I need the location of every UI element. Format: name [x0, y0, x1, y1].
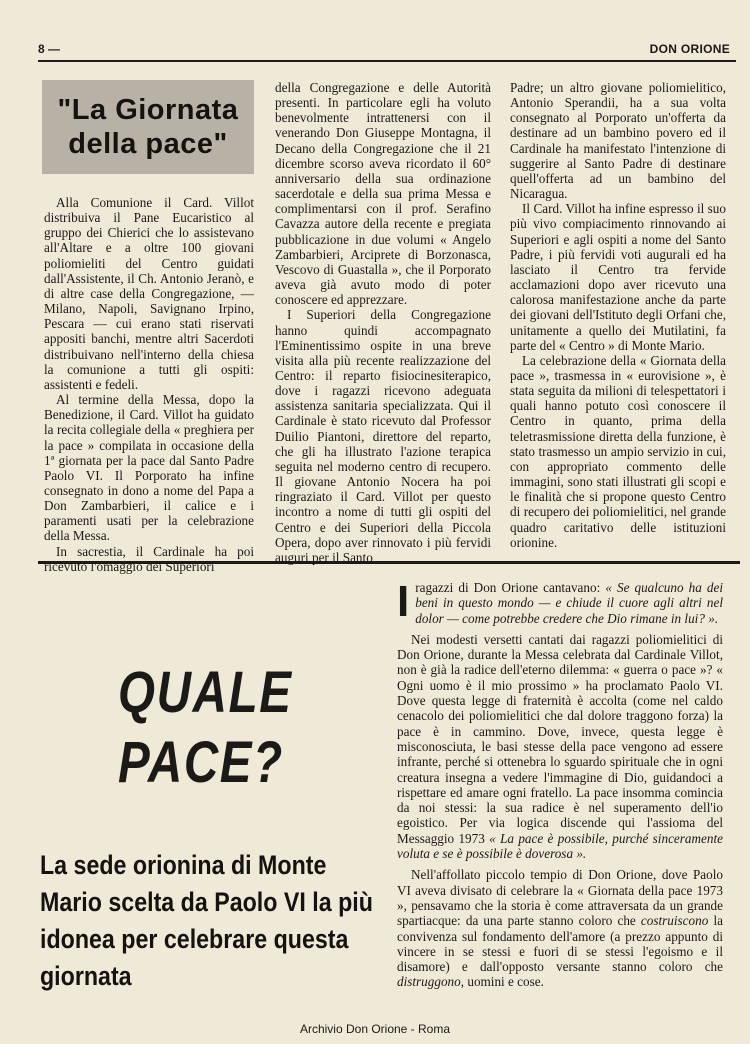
title-line-1: "La Giornata — [57, 94, 239, 126]
publication-name: DON ORIONE — [649, 42, 730, 56]
paragraph: Alla Comunione il Card. Villot distribuiva il Pane Eucaristico al gruppo dei Chierici che lo assistevano all'Altare e a oltre 100 giovani poliomieliti del Centro guidati dall'Assistente, il Ch. Antonio Jeranò, e di altre case della Congregazione, — Milano, Napoli, Savignano Irpino, Pescara — cui erano stati riservati appositi banchi, mentre altri Sacerdoti distribuivano nell'interno della chiesa la comunione a tutti gli ospiti: assistenti e fedeli. — [44, 195, 254, 392]
text-run: Nell'affollato piccolo tempio di Don Orione, dove Paolo VI aveva divisato di celebrare la « Giornata della pace 1973 », pensavamo che la storia è come attraversata da un grande spartiacque: da una parte stanno coloro che — [397, 867, 723, 929]
section-rule — [38, 561, 740, 564]
paragraph: della Congregazione e delle Autorità presenti. In particolare egli ha voluto benevolmente intrattenersi con il venerando Don Giuseppe Montagna, il Decano della Congregazione che il 21 dicembre scorso aveva ricordato il 60° anniversario della sua ordinazione sacerdotale e della sua prima Messa e complimentarsi con il prof. Serafino Cavazza autore della recente e pregiata pubblicazione in due volumi « Angelo Zambarbieri, Arciprete di Borzonasca, Vescovo di Guastalla », che il Porporato aveva già avuto modo di poter conoscere ed apprezzare. — [275, 80, 491, 308]
title-line-2: della pace" — [68, 128, 228, 160]
paragraph: Padre; un altro giovane poliomielitico, Antonio Sperandii, ha a sua volta consegnato al Porporato un'offerta da destinare ad un bambino povero ed il Cardinale ha manifestato l'intenzione di suggerire al Santo Padre di destinare quell'offerta ad un bambino del Nicaragua. — [510, 80, 726, 202]
text-run: Nei modesti versetti cantati dai ragazzi poliomielitici di Don Orione, durante la Messa celebrata dal Cardinale Villot, non è già la radice dell'eterno dilemma: « guerra o pace »? « Ogni uomo è il mio prossimo » ha proclamato Paolo VI. Dove questa legge di fraternità è accolta (come nel caldo cenacolo dei poliomielitici che dal dolore traggono forza) la pace è in cammino. Dove, invece, questa legge è misconosciuta, le basi stesse della pace vengono ad essere infrante, perché si ottenebra lo sguardo spirituale che in ogni creatura insegna a vedere l'immagine di Dio, guidandoci a rispettare ed amare ogni fratello. La pace insomma comincia da noi stessi: la sua radice è nel superamento dell'io egoistico. Per via logica discende qui l'assioma del Messaggio 1973 — [397, 631, 723, 846]
paragraph: I Superiori della Congregazione hanno quindi accompagnato l'Eminentissimo ospite in una breve visita alla più recente realizzazione del Centro: il reparto fisiocinesiterapico, dove i ragazzi ricevono adeguata assistenza sanitaria specializzata. Qui il Cardinale è stato ricevuto dal Professor Duilio Piantoni, direttore del reparto, che gli ha illustrato l'azione terapica seguita nel moderno centro di recupero. Il giovane Antonio Nocera ha poi ringraziato il Card. Villot per questo incontro a nome di tutti gli ospiti del Centro e dei Superiori della Piccola Opera, dopo aver rinnovato i più fervidi auguri per il Santo — [275, 307, 491, 565]
message-quote: « La pace è possibile, purché sinceramente voluta e se è possibile è doverosa ». — [397, 830, 723, 862]
title-box — [42, 80, 254, 174]
paragraph: La celebrazione della « Giornata della pace », trasmessa in « eurovisione », è stata seguita da milioni di telespettatori i quali hanno potuto così conoscere il Centro in quanto, prima della teletrasmissione diretta della funzione, è stato trasmesso un ampio servizio in cui, con appropriato commento delle immagini, sono stati illustrati gli scopi e le finalità che si propone questo Centro di recupero dei poliomielitici, nel grande quadro caritativo delle istituzioni orionine. — [510, 352, 726, 550]
top-rule — [38, 60, 736, 62]
column-2 — [275, 80, 491, 565]
drop-cap: I — [397, 577, 410, 626]
text-run: uomini e cose. — [464, 974, 544, 990]
headline-line-2: PACE? — [118, 730, 284, 795]
song-quote: « Se qualcuno ha dei beni in questo mondo — e chiude il cuore agli altri nel dolor — come potrebbe credere che Dio rimane in lui? ». — [415, 580, 723, 626]
headline — [118, 658, 293, 798]
paragraph: Il Card. Villot ha infine espresso il suo più vivo compiacimento rinnovando ai Superiori e agli ospiti a nome del Santo Padre, i più fervidi voti augurali ed ha lasciato il Centro tra fervide acclamazioni dopo aver ricevuto una calorosa manifestazione anche da parte dei giovani dell'Istituto degli Orfani che, unitamente a quello dei Mutilatini, fa parte del « Centro » di Monte Mario. — [510, 201, 726, 353]
subheadline: La sede orionina di Monte Mario scelta da Paolo VI la più idonea per celebrare questa giornata — [40, 850, 373, 991]
column-3 — [510, 80, 726, 550]
emphasis: costruiscono — [640, 913, 709, 929]
article-paragraph-1 — [397, 577, 723, 626]
emphasis: distruggono, — [397, 974, 465, 990]
paragraph: In sacrestia, il Cardinale ha poi ricevuto l'omaggio dei Superiori — [44, 543, 254, 574]
archive-footer: Archivio Don Orione - Roma — [299, 1022, 451, 1036]
paragraph: Al termine della Messa, dopo la Benedizione, il Card. Villot ha guidato la recita collegiale della « preghiera per la pace » compilata in occasione della 1ª giornata per la pace dal Santo Padre Paolo VI. Il Porporato ha infine consegnato in dono a nome del Papa a Don Zambarbieri, il calice e i paramenti usati per la celebrazione della Messa. — [44, 392, 254, 544]
text-run: ragazzi di Don Orione cantavano: — [415, 580, 606, 595]
article-paragraph-3 — [397, 867, 723, 989]
page-number: 8 — — [38, 42, 61, 56]
headline-line-1: QUALE — [118, 660, 293, 725]
text-run: la convivenza sul fondamento dell'amore (a prezzo appunto di vincere in se stessi e fuori di se stessi l'egoismo e il disamore) e dall'opposto versante stanno coloro che — [397, 913, 723, 975]
article-body — [397, 577, 723, 990]
column-1 — [44, 195, 254, 574]
article-paragraph-2 — [397, 632, 723, 861]
